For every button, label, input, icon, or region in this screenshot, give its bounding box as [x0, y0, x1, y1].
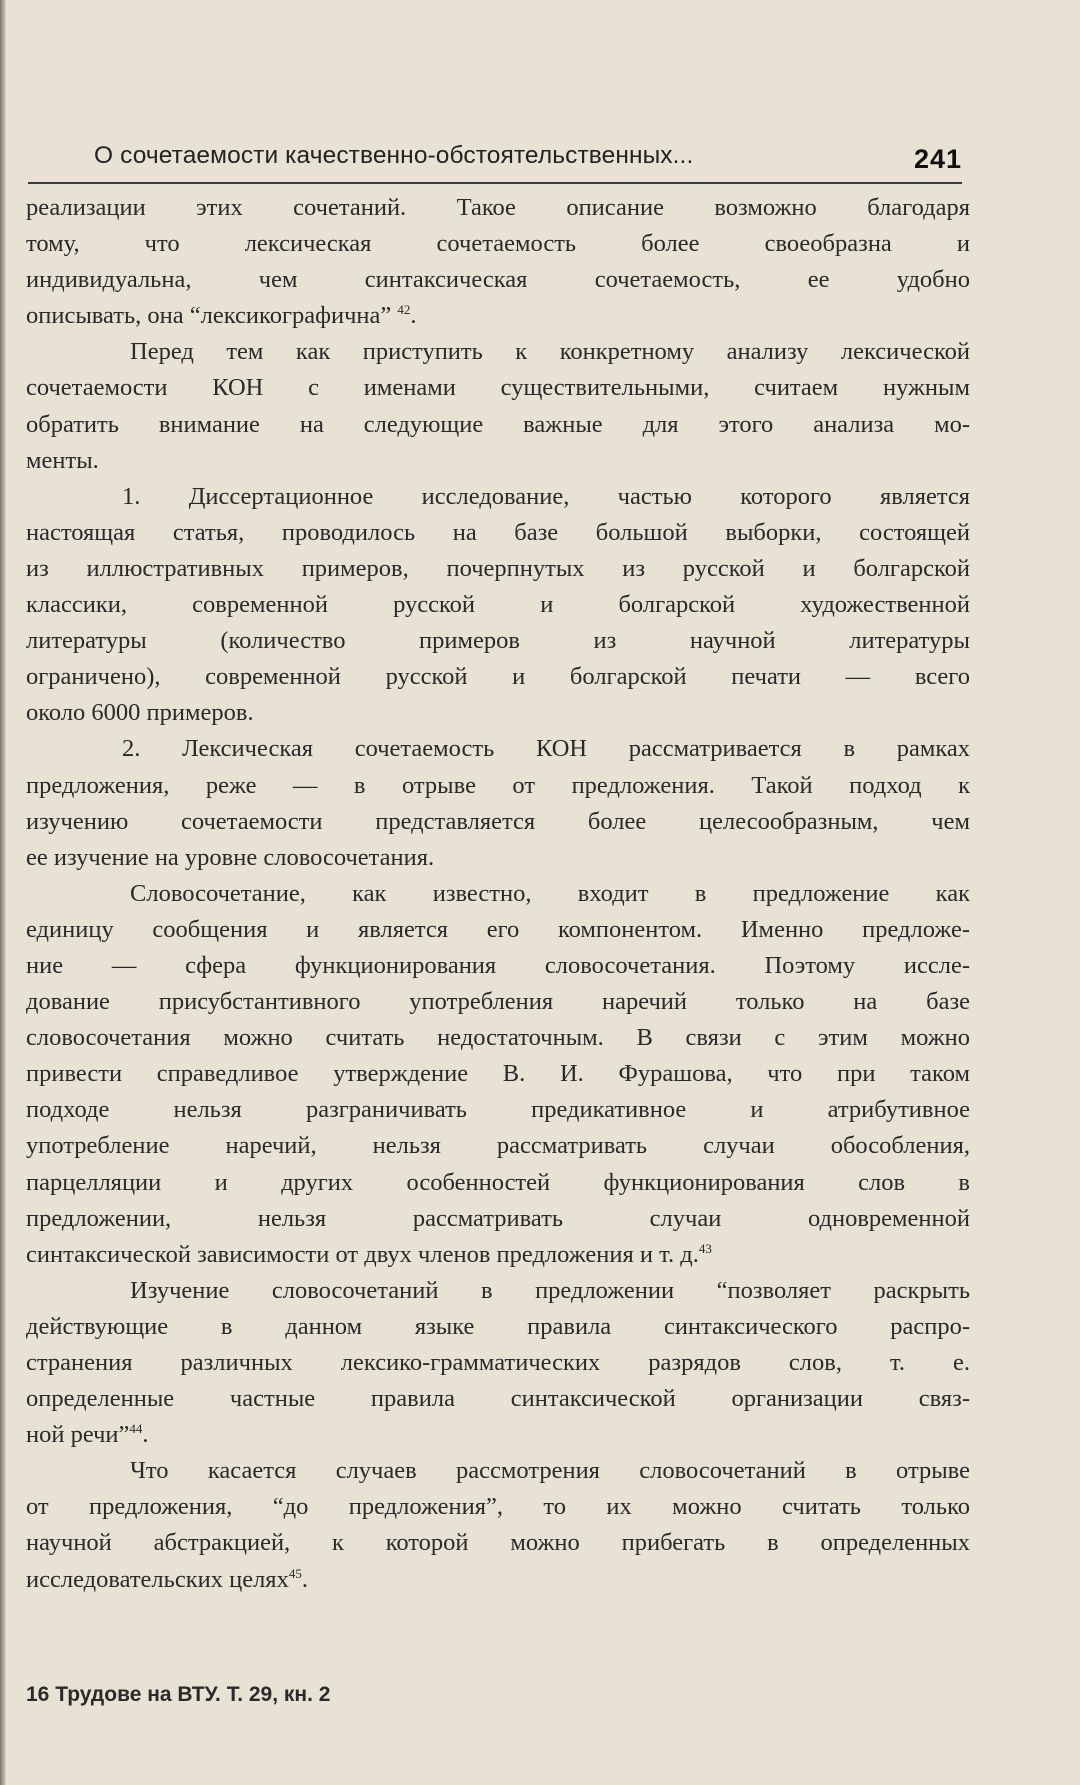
text-line: единицу сообщения и является его компонентом. Именно предложе-: [26, 915, 970, 943]
text-line: 2. Лексическая сочетаемость КОН рассматривается в рамках: [122, 735, 970, 763]
text-line: подходе нельзя разграничивать предикативное и атрибутивное: [26, 1096, 970, 1124]
text-line: настоящая статья, проводилось на базе большой выборки, состоящей: [26, 518, 970, 546]
footnote-ref-45: 45: [288, 1565, 302, 1581]
text-line: литературы (количество примеров из научной литературы: [26, 627, 970, 655]
text-line: от предложения, “до предложения”, то их можно считать только: [26, 1493, 970, 1521]
text-line: менты.: [26, 446, 99, 474]
text-line: исследовательских целях$^{45}$.: [26, 1565, 308, 1593]
text-line: Перед тем как приступить к конкретному анализу лексической: [130, 338, 970, 366]
text-line: привести справедливое утверждение В. И. Фурашова, что при таком: [26, 1060, 970, 1088]
text-line: синтаксической зависимости от двух членов предложения и т. д.$^{43}$: [26, 1240, 712, 1268]
text-line: Словосочетание, как известно, входит в предложение как: [130, 879, 970, 907]
text-line: обратить внимание на следующие важные для этого анализа мо-: [26, 410, 970, 438]
page-number: 241: [913, 144, 962, 174]
text-line: определенные частные правила синтаксической организации связ-: [26, 1385, 970, 1413]
text-line: дование присубстантивного употребления наречий только на базе: [26, 988, 970, 1016]
text-line: ограничено), современной русской и болгарской печати — всего: [26, 663, 970, 691]
text-line: тому, что лексическая сочетаемость более своеобразна и: [26, 230, 970, 258]
text-line: 1. Диссертационное исследование, частью которого является: [122, 482, 970, 510]
running-head: [28, 140, 962, 184]
text-line: реализации этих сочетаний. Такое описание возможно благодаря: [26, 194, 970, 221]
text-line: изучению сочетаемости представляется более целесообразным, чем: [26, 807, 970, 835]
text-line: словосочетания можно считать недостаточным. В связи с этим можно: [26, 1024, 970, 1052]
text-line: ее изучение на уровне словосочетания.: [26, 843, 435, 871]
text-line: научной абстракцией, к которой можно прибегать в определенных: [26, 1529, 970, 1557]
text-line: предложении, нельзя рассматривать случаи одновременной: [26, 1204, 970, 1232]
text-line: классики, современной русской и болгарской художественной: [26, 591, 970, 619]
body-text: [26, 190, 970, 1598]
text-line: ной речи”$^{44}$.: [26, 1421, 149, 1449]
text-line: из иллюстративных примеров, почерпнутых из русской и болгарской: [26, 554, 970, 582]
text-line: ние — сфера функционирования словосочетания. Поэтому иссле-: [26, 951, 970, 979]
text-line: предложения, реже — в отрыве от предложения. Такой подход к: [26, 771, 970, 799]
text-line: индивидуальна, чем синтаксическая сочетаемость, ее удобно: [26, 266, 970, 294]
text-line: парцелляции и других особенностей функционирования слов в: [26, 1168, 970, 1196]
text-line: употребление наречий, нельзя рассматривать случаи обособления,: [26, 1132, 970, 1160]
footnote-ref-43: 43: [698, 1240, 712, 1256]
footnote-ref-42: 42: [397, 302, 411, 318]
running-title: О сочетаемости качественно-обстоятельственных...: [94, 142, 694, 169]
text-line: действующие в данном языке правила синтаксического распро-: [26, 1312, 970, 1340]
text-line: Изучение словосочетаний в предложении “позволяет раскрыть: [130, 1276, 970, 1304]
footnote-ref-44: 44: [129, 1421, 143, 1437]
page-edge: [0, 0, 6, 1785]
text-line: около 6000 примеров.: [26, 699, 254, 727]
text-line: сочетаемости КОН с именами существительными, считаем нужным: [26, 374, 970, 402]
text-line: описывать, она “лексикографична” $^{42}$.: [26, 302, 417, 330]
printer-signature: 16 Трудове на ВТУ. Т. 29, кн. 2: [26, 1683, 331, 1706]
text-line: Что касается случаев рассмотрения словосочетаний в отрыве: [130, 1457, 970, 1485]
text-line: странения различных лексико-грамматических разрядов слов, т. е.: [26, 1349, 970, 1376]
